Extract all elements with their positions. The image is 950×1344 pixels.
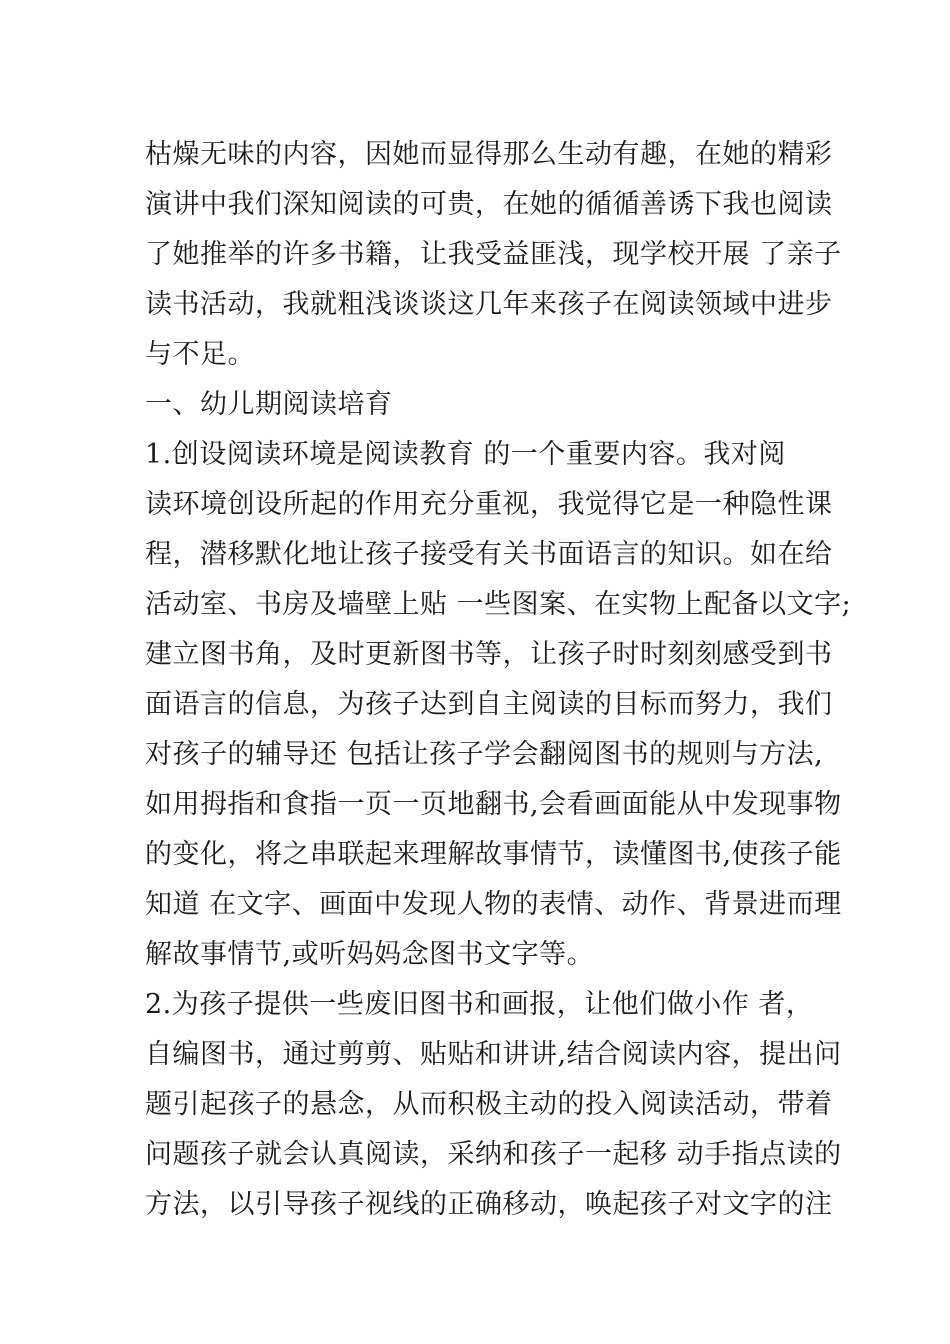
text-line-13: 对孩子的辅导还 包括让孩子学会翻阅图书的规则与方法, bbox=[145, 739, 824, 770]
text-line-22: 方法，以引导孩子视线的正确移动，唤起孩子对文字的注 bbox=[145, 1189, 833, 1220]
text-line-4: 读书活动，我就粗浅谈谈这几年来孩子在阅读领域中进步 bbox=[145, 289, 833, 320]
text-line-21: 问题孩子就会认真阅读，采纳和孩子一起移 动手指点读的 bbox=[145, 1139, 842, 1170]
body-text bbox=[145, 130, 852, 1230]
text-line-17: 解故事情节,或听妈妈念图书文字等。 bbox=[145, 939, 595, 970]
text-line-20: 题引起孩子的悬念，从而积极主动的投入阅读活动，带着 bbox=[145, 1089, 833, 1120]
text-line-10: 活动室、书房及墙壁上贴 一些图案、在实物上配备以文字; bbox=[145, 589, 852, 620]
text-line-9: 程，潜移默化地让孩子接受有关书面语言的知识。如在给 bbox=[145, 539, 833, 570]
text-line-2: 演讲中我们深知阅读的可贵，在她的循循善诱下我也阅读 bbox=[145, 189, 833, 220]
section-heading: 一、幼儿期阅读培育 bbox=[145, 389, 393, 420]
text-line-3: 了她推举的许多书籍，让我受益匪浅，现学校开展 了亲子 bbox=[145, 239, 842, 270]
text-line-18: 2.为孩子提供一些废旧图书和画报，让他们做小作 者， bbox=[145, 989, 814, 1020]
text-line-8: 读环境创设所起的作用充分重视，我觉得它是一种隐性课 bbox=[145, 489, 833, 520]
text-line-16: 知道 在文字、画面中发现人物的表情、动作、背景进而理 bbox=[145, 889, 842, 920]
text-line-12: 面语言的信息，为孩子达到自主阅读的目标而努力，我们 bbox=[145, 689, 833, 720]
text-line-15: 的变化，将之串联起来理解故事情节，读懂图书,使孩子能 bbox=[145, 839, 842, 870]
text-line-19: 自编图书，通过剪剪、贴贴和讲讲,结合阅读内容，提出问 bbox=[145, 1039, 842, 1070]
text-line-5: 与不足。 bbox=[145, 339, 255, 370]
text-line-11: 建立图书角，及时更新图书等，让孩子时时刻刻感受到书 bbox=[145, 639, 833, 670]
text-line-14: 如用拇指和食指一页一页地翻书,会看画面能从中发现事物 bbox=[145, 789, 842, 820]
text-line-1: 枯燥无味的内容，因她而显得那么生动有趣，在她的精彩 bbox=[145, 139, 833, 170]
text-line-7: 1.创设阅读环境是阅读教育 的一个重要内容。我对阅 bbox=[145, 439, 786, 470]
